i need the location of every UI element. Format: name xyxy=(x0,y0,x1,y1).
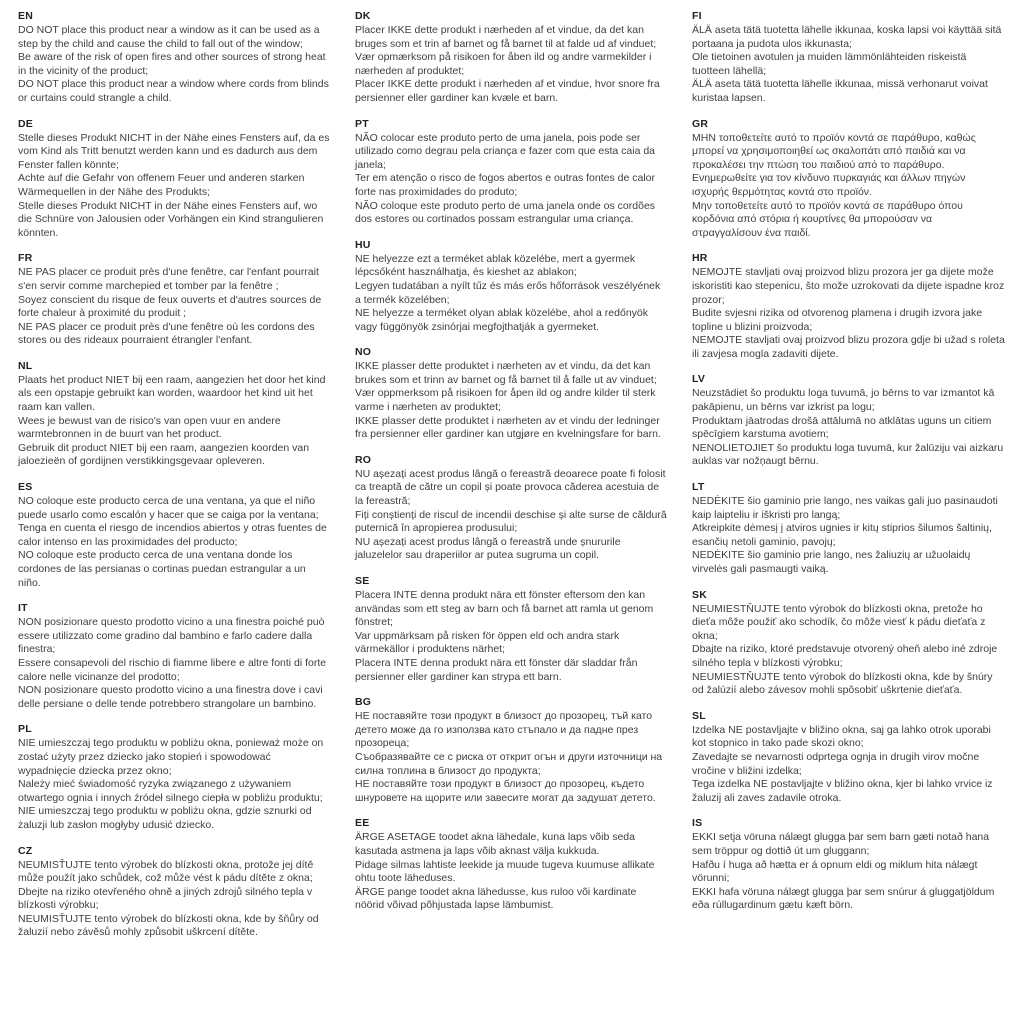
warning-cords: DO NOT place this product near a window where cords from blinds or curtains could strangle a child. xyxy=(18,78,329,104)
warning-cords: НЕ поставяйте този продукт в близост до прозорец, където шнуровете на щорите или завесите могат да задушат детето. xyxy=(355,778,656,804)
warning-cords: NU așezați acest produs lângă o fereastră unde șnururile jaluzelelor sau draperiilor ar putea sugruma un copil. xyxy=(355,535,621,562)
lang-section-gr xyxy=(692,118,1005,241)
warning-cords: Gebruik dit product NIET bij een raam, aangezien koorden van jaloezieën of gordijnen verstikkingsgevaar opleveren. xyxy=(18,441,310,468)
warning-window-step: Placer IKKE dette produkt i nærheden af et vindue, da det kan bruges som et trin af barnet og få barnet til at falde ud af vinduet; xyxy=(355,24,657,50)
warning-heat-sources: Produktam jāatrodas drošā attālumā no atklātas uguns un citiem spēcīgiem karstuma avotiem; xyxy=(692,414,992,441)
lang-code-is: IS xyxy=(692,817,703,830)
lang-code-hr: HR xyxy=(692,252,708,265)
warning-cords: Placera INTE denna produkt nära ett fönster där sladdar från persienner eller gardiner kan strypa ett barn. xyxy=(355,656,638,683)
warning-window-step: ΜΗΝ τοποθετείτε αυτό το προϊόν κοντά σε παράθυρο, καθώς μπορεί να χρησιμοποιηθεί ως σκαλοπάτι από παιδιά και να προκαλέσει την πτώση του παιδιού από το παράθυρο. xyxy=(692,131,976,171)
lang-section-it xyxy=(18,602,331,711)
lang-code-nl: NL xyxy=(18,359,33,372)
warning-window-step: Neuzstādiet šo produktu loga tuvumā, jo bērns to var izmantot kā pakāpienu, un bērns var izkrist pa logu; xyxy=(692,387,995,414)
warning-heat-sources: Atkreipkite dėmesį į atviros ugnies ir kitų stiprios šilumos šaltinių, esančių netoli gaminio, pavojų; xyxy=(692,522,992,548)
warning-heat-sources: Be aware of the risk of open fires and other sources of strong heat in the vicinity of the product; xyxy=(18,51,326,77)
warning-window-step: NEUMIESTŇUJTE tento výrobok do blízkosti okna, pretože ho dieťa môže použiť ako schodík, čo môže viesť k pádu dieťaťa z okna; xyxy=(692,602,986,642)
warning-heat-sources: Vær opmærksom på risikoen for åben ild og andre varmekilder i nærheden af produktet; xyxy=(355,51,652,77)
warning-window-step: NU așezați acest produs lângă o fereastră deoarece poate fi folosit ca treaptă de către un copil și poate provoca căderea acestuia de la fereastră; xyxy=(355,467,666,508)
warning-cords: NON posizionare questo prodotto vicino a una finestra dove i cavi delle persiane o delle tende potrebbero strangolare un bambino. xyxy=(18,684,323,710)
warning-cords: NEUMIESTŇUJTE tento výrobok do blízkosti okna, kde by šnúry od žalúzií alebo závesov mohli spôsobiť uškrtenie dieťaťa. xyxy=(692,670,993,697)
lang-code-sl: SL xyxy=(692,709,706,722)
lang-section-se xyxy=(355,575,668,684)
warning-heat-sources: Hafðu í huga að hætta er á opnum eldi og miklum hita nálægt vörunni; xyxy=(692,858,978,885)
column-3 xyxy=(692,10,1005,1016)
lang-section-sk xyxy=(692,589,1005,698)
warning-window-step: Stelle dieses Produkt NICHT in der Nähe eines Fensters auf, da es vom Kind als Tritt benutzt werden kann und es dadurch aus dem Fenster fallen könnte; xyxy=(18,131,330,171)
warning-heat-sources: Fiți conștienți de riscul de incendii deschise și alte surse de căldură puternică în apropierea produsului; xyxy=(355,508,667,535)
lang-section-bg xyxy=(355,696,668,805)
lang-code-lt: LT xyxy=(692,481,705,494)
warning-cords: Tega izdelka NE postavljajte v bližino okna, kjer bi lahko vrvice iz žaluzij ali zaves zadavile otroka. xyxy=(692,778,993,804)
warning-heat-sources: Tenga en cuenta el riesgo de incendios abiertos y otras fuentes de calor intenso en las proximidades del producto; xyxy=(18,522,327,548)
warning-window-step: NE helyezze ezt a terméket ablak közelébe, mert a gyermek lépcsőként használhatja, és kieshet az ablakon; xyxy=(355,252,636,279)
warning-heat-sources: Dbejte na riziko otevřeného ohně a jiných zdrojů silného tepla v blízkosti výrobku; xyxy=(18,885,313,912)
column-2 xyxy=(355,10,668,1016)
warning-heat-sources: Należy mieć świadomość ryzyka związanego z używaniem otwartego ognia i innych źródeł silnego ciepła w pobliżu produktu; xyxy=(18,778,323,804)
warning-window-step: ÄLÄ aseta tätä tuotetta lähelle ikkunaa, koska lapsi voi käyttää sitä portaana ja pudota ulos ikkunasta; xyxy=(692,24,1002,50)
warning-cords: ÄRGE pange toodet akna lähedusse, kus ruloo või kardinate nöörid võivad põhjustada lapse lämbumist. xyxy=(355,885,637,912)
warning-cords: Μην τοποθετείτε αυτό το προϊόν κοντά σε παράθυρο όπου κορδόνια από στόρια ή κουρτίνες θα μπορούσαν να στραγγαλίσουν ένα παιδί. xyxy=(692,199,963,239)
lang-code-no: NO xyxy=(355,346,372,359)
lang-code-gr: GR xyxy=(692,117,709,130)
warning-window-step: NO coloque este producto cerca de una ventana, ya que el niño puede usarlo como escalón y hacer que se caiga por la ventana; xyxy=(18,495,319,521)
warning-window-step: ÄRGE ASETAGE toodet akna lähedale, kuna laps võib seda kasutada astmena ja laps võib aknast välja kukkuda. xyxy=(355,831,635,857)
warning-window-step: NEUMISŤUJTE tento výrobek do blízkosti okna, protože jej dítě může použít jako schůdek, což může vést k pádu dítěte z okna; xyxy=(18,858,314,885)
warning-cords: Placer IKKE dette produkt i nærheden af et vindue, hvor snore fra persienner eller gardiner kan kvæle et barn. xyxy=(355,78,660,104)
lang-code-pt: PT xyxy=(355,117,369,130)
warning-heat-sources: Achte auf die Gefahr von offenem Feuer und anderen starken Wärmequellen in der Nähe des Produkts; xyxy=(18,172,305,198)
warning-window-step: NE PAS placer ce produit près d'une fenêtre, car l'enfant pourrait s'en servir comme marchepied et tomber par la fenêtre ; xyxy=(18,266,319,292)
lang-code-lv: LV xyxy=(692,373,706,386)
warning-window-step: NÃO colocar este produto perto de uma janela, pois pode ser utilizado como degrau pela criança e fazer com que esta caia da janela; xyxy=(355,131,656,171)
lang-section-fr xyxy=(18,252,331,348)
lang-code-se: SE xyxy=(355,575,370,587)
warning-window-step: NON posizionare questo prodotto vicino a una finestra poiché può essere utilizzato come gradino dal bambino e farlo cadere dalla finestra; xyxy=(18,616,325,656)
warning-cords: NO coloque este producto cerca de una ventana donde los cordones de las persianas o cortinas puedan estrangular a un niño. xyxy=(18,549,306,589)
lang-section-pl xyxy=(18,723,331,832)
warning-cords: NE helyezze a terméket olyan ablak közelébe, ahol a redőnyök vagy függönyök zsinórjai megfojthatják a gyermeket. xyxy=(355,307,649,333)
warning-heat-sources: Essere consapevoli del rischio di fiamme libere e altre fonti di forte calore nelle vicinanze del prodotto; xyxy=(18,656,327,683)
column-1 xyxy=(18,10,331,1016)
lang-section-cz xyxy=(18,845,331,941)
warning-cords: NÃO coloque este produto perto de uma janela onde os cordões dos estores ou cortinados possam estrangular uma criança. xyxy=(355,199,656,226)
warning-window-step: EKKI setja vöruna nálægt glugga þar sem barn gæti notað hana sem tröppur og dottið út um gluggann; xyxy=(692,831,990,857)
warning-heat-sources: Zavedajte se nevarnosti odprtega ognja in drugih virov močne vročine v bližini izdelka; xyxy=(692,750,980,777)
lang-section-nl xyxy=(18,360,331,469)
warning-window-step: NEMOJTE stavljati ovaj proizvod blizu prozora jer ga dijete može iskoristiti kao stepenicu, što može uzrokovati da dijete ispadne kroz prozor; xyxy=(692,266,1005,306)
lang-code-pl: PL xyxy=(18,723,32,736)
lang-section-fi xyxy=(692,10,1005,106)
warning-cords: NENOLIETOJIET šo produktu loga tuvumā, kur žalūziju vai aizkaru auklas var nožņaugt bērnu. xyxy=(692,441,1004,468)
warning-cords: Stelle dieses Produkt NICHT in der Nähe eines Fensters auf, wo die Schnüre von Jalousien oder Vorhängen ein Kind strangulieren könnten. xyxy=(18,199,324,239)
lang-code-ee: EE xyxy=(355,817,370,830)
lang-section-no xyxy=(355,346,668,442)
warning-window-step: DO NOT place this product near a window as it can be used as a step by the child and cause the child to fall out of the window; xyxy=(18,24,320,50)
warning-cords: ÄLÄ aseta tätä tuotetta lähelle ikkunaa, missä verhonarut voivat kuristaa lapsen. xyxy=(692,78,988,104)
lang-section-ee xyxy=(355,817,668,913)
lang-code-de: DE xyxy=(18,117,33,130)
warning-cords: NEMOJTE stavljati ovaj proizvod blizu prozora gdje bi užad s roleta ili zavjesa mogla zadaviti dijete. xyxy=(692,334,1005,360)
warning-window-step: Izdelka NE postavljajte v bližino okna, saj ga lahko otrok uporabi kot stopnico in tako pade skozi okno; xyxy=(692,723,991,750)
warning-window-step: Plaats het product NIET bij een raam, aangezien het door het kind als een opstapje gebruikt kan worden, waardoor het kind uit het raam kan vallen. xyxy=(18,373,326,414)
lang-section-sl xyxy=(692,710,1005,806)
lang-code-cz: CZ xyxy=(18,844,33,857)
lang-section-dk xyxy=(355,10,668,106)
warning-window-step: Placera INTE denna produkt nära ett fönster eftersom den kan användas som ett steg av barn och få barnet att ramla ut genom fönstret; xyxy=(355,589,654,629)
warning-cords: EKKI hafa vöruna nálægt glugga þar sem snúrur á gluggatjöldum eða rúllugardinum gætu kæft börn. xyxy=(692,885,995,912)
warning-cords: NEDĖKITE šio gaminio prie lango, nes žaliuzių ar užuolaidų virvelės gali pasmaugti vaiką. xyxy=(692,549,971,575)
lang-code-hu: HU xyxy=(355,238,371,251)
lang-section-de xyxy=(18,118,331,241)
warning-heat-sources: Ενημερωθείτε για τον κίνδυνο πυρκαγιάς και άλλων πηγών ισχυρής θερμότητας κοντά στο προϊόν. xyxy=(692,172,966,198)
lang-code-ro: RO xyxy=(355,453,372,466)
warning-cords: IKKE plasser dette produktet i nærheten av et vindu der ledninger fra persienner eller gardiner kan utgjøre en kvelningsfare for barn. xyxy=(355,414,661,441)
lang-section-pt xyxy=(355,118,668,227)
warning-window-step: НЕ поставяйте този продукт в близост до прозорец, тъй като детето може да го използва като стъпало и да падне през прозореца; xyxy=(355,710,653,750)
warning-window-step: NIE umieszczaj tego produktu w pobliżu okna, ponieważ może on zostać użyty przez dziecko jako stopień i spowodować wypadnięcie dziecka przez okno; xyxy=(18,737,324,777)
lang-section-hr xyxy=(692,252,1005,361)
warning-heat-sources: Wees je bewust van de risico's van open vuur en andere warmtebronnen in de buurt van het product. xyxy=(18,414,281,441)
warning-cords: NE PAS placer ce produit près d'une fenêtre où les cordons des stores ou des rideaux pourraient étrangler l'enfant. xyxy=(18,320,315,347)
warning-window-step: NEDĖKITE šio gaminio prie lango, nes vaikas gali juo pasinaudoti kaip laipteliu ir iškristi pro langą; xyxy=(692,495,998,521)
lang-section-is xyxy=(692,817,1005,913)
warning-heat-sources: Ter em atenção o risco de fogos abertos e outras fontes de calor forte nas proximidades do produto; xyxy=(355,172,656,198)
warning-heat-sources: Vær oppmerksom på risikoen for åpen ild og andre kilder til sterk varme i nærheten av produktet; xyxy=(355,387,656,414)
lang-section-hu xyxy=(355,239,668,335)
warning-heat-sources: Съобразявайте се с риска от открит огън и други източници на силна топлина в близост до продукта; xyxy=(355,750,663,777)
lang-section-ro xyxy=(355,454,668,563)
warning-heat-sources: Soyez conscient du risque de feux ouverts et d'autres sources de forte chaleur à proximité du produit ; xyxy=(18,293,322,320)
lang-code-es: ES xyxy=(18,481,33,494)
lang-code-fr: FR xyxy=(18,252,33,265)
warning-heat-sources: Pidage silmas lahtiste leekide ja muude tugeva kuumuse allikate ohtu toote läheduses. xyxy=(355,858,655,885)
warning-heat-sources: Budite svjesni rizika od otvorenog plamena i drugih izvora jake topline u blizini proizvoda; xyxy=(692,307,983,333)
lang-code-fi: FI xyxy=(692,10,702,22)
lang-code-en: EN xyxy=(18,10,33,22)
lang-section-en xyxy=(18,10,331,106)
warning-heat-sources: Var uppmärksam på risken för öppen eld och andra stark värmekällor i produktens närhet; xyxy=(355,629,620,656)
warning-heat-sources: Legyen tudatában a nyílt tűz és más erős hőforrások veszélyének a termék közelében; xyxy=(355,279,661,306)
lang-code-it: IT xyxy=(18,602,28,615)
lang-section-lt xyxy=(692,481,1005,577)
warning-heat-sources: Dbajte na riziko, ktoré predstavuje otvorený oheň alebo iné zdroje silného tepla v blízkosti výrobku; xyxy=(692,643,998,669)
lang-section-es xyxy=(18,481,331,590)
warning-cords: NEUMISŤUJTE tento výrobek do blízkosti okna, kde by šňůry od žaluzií nebo závěsů mohly způsobit uškrcení dítěte. xyxy=(18,912,319,939)
lang-section-lv xyxy=(692,373,1005,469)
lang-code-sk: SK xyxy=(692,588,707,601)
warning-cords: NIE umieszczaj tego produktu w pobliżu okna, gdzie sznurki od żaluzji lub zasłon mogłyby udusić dziecko. xyxy=(18,805,312,831)
lang-code-dk: DK xyxy=(355,10,371,22)
warning-window-step: IKKE plasser dette produktet i nærheten av et vindu, da det kan brukes som et trinn av barnet og få barnet til å falle ut av vinduet; xyxy=(355,360,657,386)
warning-heat-sources: Ole tietoinen avotulen ja muiden lämmönlähteiden riskeistä tuotteen lähellä; xyxy=(692,51,967,77)
lang-code-bg: BG xyxy=(355,696,372,709)
